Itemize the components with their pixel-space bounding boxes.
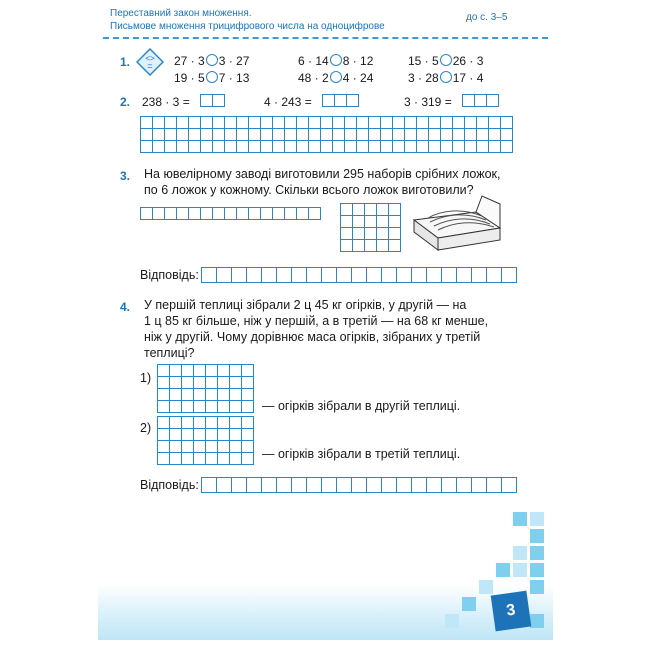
- compare-circle[interactable]: [206, 54, 218, 66]
- expr-left: 6 · 14: [298, 54, 329, 68]
- expr-left: 48 · 2: [298, 71, 329, 85]
- expr-left: 3 · 28: [408, 71, 439, 85]
- compare-row-1a: [174, 54, 249, 68]
- svg-text:=: =: [147, 61, 153, 71]
- decor-square: [513, 512, 527, 526]
- expr-right: 17 · 4: [452, 71, 484, 85]
- compare-row-3b: [408, 71, 483, 85]
- expr-right: 4 · 24: [342, 71, 374, 85]
- decor-square: [530, 580, 544, 594]
- task1-number: 1.: [120, 55, 131, 69]
- task3-text-line2: по 6 ложок у кожному. Скільки всього ложок виготовили?: [144, 183, 474, 197]
- answer-cells[interactable]: [322, 94, 359, 107]
- expr-left: 27 · 3: [174, 54, 205, 68]
- header-divider: [103, 37, 548, 39]
- task3-text-line1: На ювелірному заводі виготовили 295 наборів срібних ложок,: [144, 167, 501, 181]
- task4-answer-cells[interactable]: [201, 477, 517, 493]
- decor-square: [513, 563, 527, 577]
- task4-text-line1: У першій теплиці зібрали 2 ц 45 кг огірків, у другій — на: [144, 298, 467, 312]
- task4-step2-text: — огірків зібрали в третій теплиці.: [262, 447, 461, 461]
- task4-answer-label: Відповідь:: [140, 478, 199, 492]
- expr-left: 19 · 5: [174, 71, 205, 85]
- task4-text-line4: теплиці?: [144, 346, 195, 360]
- answer-cells[interactable]: [462, 94, 499, 107]
- box-of-spoons-icon: [408, 194, 504, 252]
- expr-right: 3 · 27: [218, 54, 250, 68]
- task3-number: 3.: [120, 169, 131, 183]
- decor-square: [530, 512, 544, 526]
- header-subtopic: Письмове множення трицифрового числа на одноцифрове: [110, 21, 385, 32]
- task4-step2-label: 2): [140, 421, 152, 435]
- compare-sign-icon: [136, 48, 164, 76]
- task4-number: 4.: [120, 300, 131, 314]
- compare-row-1b: [174, 71, 249, 85]
- task4-step2-grid[interactable]: [157, 416, 254, 465]
- compare-row-3a: [408, 54, 483, 68]
- compare-row-2a: [298, 54, 373, 68]
- task2-number: 2.: [120, 95, 131, 109]
- decor-square: [496, 563, 510, 577]
- header-topic: Переставний закон множення.: [110, 8, 252, 19]
- compare-circle[interactable]: [330, 54, 342, 66]
- decor-square: [530, 546, 544, 560]
- task4-step1-label: 1): [140, 371, 152, 385]
- expr-right: 26 · 3: [452, 54, 484, 68]
- decor-square: [462, 597, 476, 611]
- task2-expr-3: 3 · 319 =: [404, 95, 452, 109]
- expr-left: 15 · 5: [408, 54, 439, 68]
- task3-answer-label: Відповідь:: [140, 268, 199, 282]
- task2-expr-2: 4 · 243 =: [264, 95, 312, 109]
- task3-expression-cells[interactable]: [140, 207, 321, 220]
- expr-right: 8 · 12: [342, 54, 374, 68]
- task4-text-line3: ніж у другій. Чому дорівнює маса огірків, зібраних у третій: [144, 330, 481, 344]
- compare-circle[interactable]: [330, 71, 342, 83]
- task3-answer-cells[interactable]: [201, 267, 517, 283]
- decor-square: [513, 546, 527, 560]
- expr-right: 7 · 13: [218, 71, 250, 85]
- compare-circle[interactable]: [206, 71, 218, 83]
- decor-square: [530, 529, 544, 543]
- compare-row-2b: [298, 71, 373, 85]
- decor-square: [479, 580, 493, 594]
- page-number: 3: [491, 591, 532, 632]
- answer-cells[interactable]: [200, 94, 225, 107]
- compare-circle[interactable]: [440, 71, 452, 83]
- decor-square: [530, 563, 544, 577]
- header-page-ref: до с. 3–5: [466, 12, 508, 23]
- task2-work-grid[interactable]: [140, 116, 513, 153]
- task4-step1-grid[interactable]: [157, 364, 254, 413]
- decor-square: [530, 614, 544, 628]
- decor-square: [445, 614, 459, 628]
- task4-text-line2: 1 ц 85 кг більше, ніж у першій, а в третій — на 68 кг менше,: [144, 314, 489, 328]
- task3-calc-grid[interactable]: [340, 203, 401, 252]
- task4-step1-text: — огірків зібрали в другій теплиці.: [262, 399, 461, 413]
- task2-expr-1: 238 · 3 =: [142, 95, 190, 109]
- compare-circle[interactable]: [440, 54, 452, 66]
- svg-text:<>: <>: [145, 54, 155, 63]
